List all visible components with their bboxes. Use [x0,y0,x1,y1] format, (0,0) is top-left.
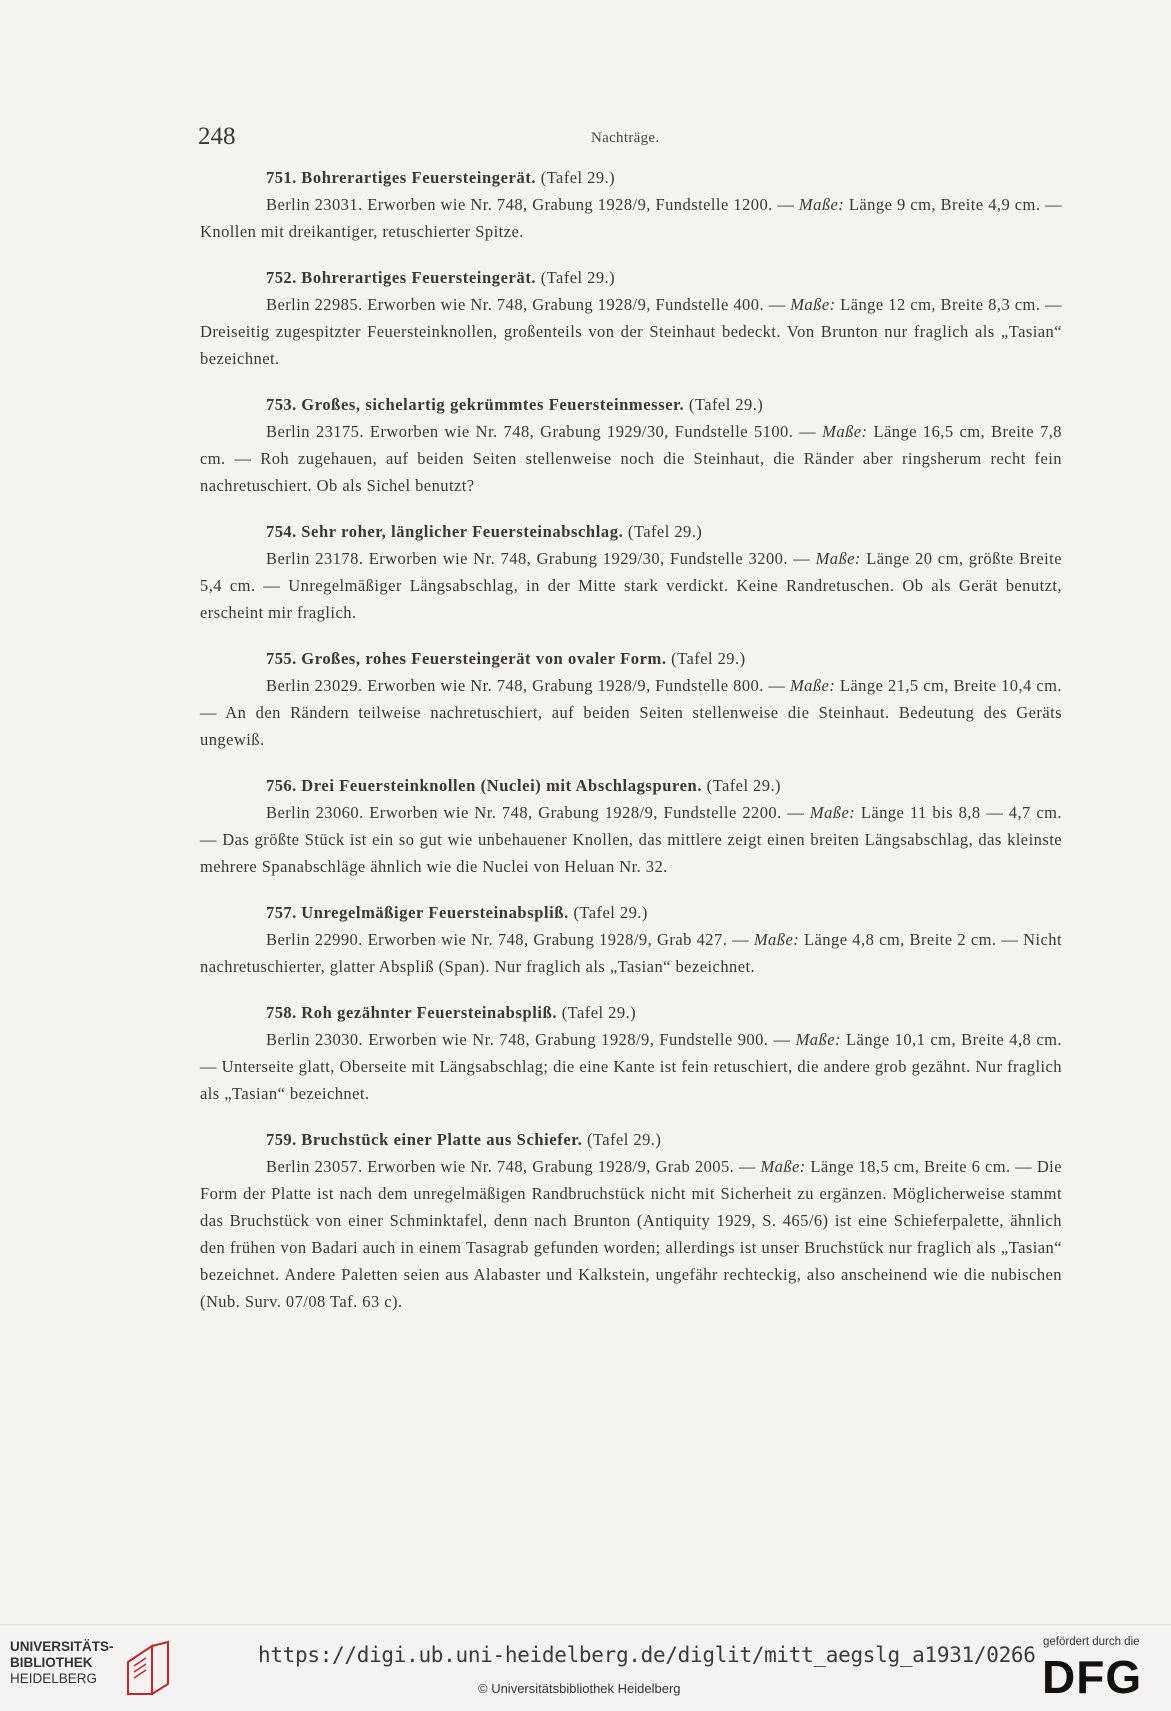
entry-number: 751. [266,168,297,187]
entry-masse-label: Maße: [809,803,856,822]
entry-body-post: Länge 18,5 cm, Breite 6 cm. — Die Form der Platte ist nach dem unregelmäßigen Randbruchstück nicht mit Sicherheit zu ergänzen. Möglicherweise stammt das Bruchstück von einer Schminktafel, denn nach Brunton (Antiquity 1929, S. 465/6) ist eine Schieferpalette, ähnlich den frühen von Badari auch in einem Tasagrab gefunden worden; allerdings ist unser Bruchstück nur fraglich als „Tasian“ bezeichnet. Andere Paletten seien aus Alabaster und Kalkstein, ungefähr rechteckig, also anscheinend wie die nubischen (Nub. Surv. 07/08 Taf. 63 c). [200,1157,1062,1311]
entry-body-post: Länge 21,5 cm, Breite 10,4 cm. — An den Rändern teilweise nachretuschiert, auf beiden Seiten stellenweise die Steinhaut. Bedeutung des Geräts ungewiß. [200,676,1062,749]
ub-mark-icon [118,1640,174,1700]
dfg-logo[interactable]: DFG [1042,1651,1143,1703]
catalogue-entry [200,518,1062,626]
entry-body-post: Länge 16,5 cm, Breite 7,8 cm. — Roh zugehauen, auf beiden Seiten stellenweise noch die Steinhaut, die Ränder aber ringsherum recht fein nachretuschiert. Ob als Sichel benutzt? [200,422,1062,495]
entry-number: 754. [266,522,297,541]
entry-body-post: Länge 9 cm, Breite 4,9 cm. — Knollen mit dreikantiger, retuschierter Spitze. [200,195,1062,241]
entry-plate: (Tafel 29.) [627,522,703,541]
entry-body-pre: Berlin 23030. Erworben wie Nr. 748, Grabung 1928/9, Fundstelle 900. — [266,1030,796,1049]
catalogue-entry [200,899,1062,980]
entry-plate: (Tafel 29.) [671,649,746,668]
entry-number: 759. [266,1130,297,1149]
entry-masse-label: Maße: [795,1030,841,1049]
entry-masse-label: Maße: [789,676,836,695]
ub-line-1: UNIVERSITÄTS- [10,1639,114,1654]
entry-title: Bruchstück einer Platte aus Schiefer. [301,1130,583,1149]
entry-body [200,191,1062,245]
entry-masse-label: Maße: [790,295,836,314]
catalogue-entries [200,164,1062,1334]
entry-body [200,545,1062,626]
entry-plate: (Tafel 29.) [540,268,616,287]
entry-body-pre: Berlin 22990. Erworben wie Nr. 748, Grabung 1928/9, Grab 427. — [266,930,754,949]
entry-title: Unregelmäßiger Feuersteinabspliß. [301,903,569,922]
entry-body-post: Länge 11 bis 8,8 — 4,7 cm. — Das größte Stück ist ein so gut wie unbehauener Knollen, das mittlere zeigt einen breiten Längsabschlag, das kleinste mehrere Spanabschläge ähnlich wie die Nuclei von Heluan Nr. 32. [200,803,1062,876]
entry-heading [200,264,1062,291]
entry-heading [200,999,1062,1026]
page-number: 248 [198,123,236,150]
entry-plate: (Tafel 29.) [540,168,616,187]
entry-body [200,418,1062,499]
ub-heidelberg-logo[interactable] [10,1639,230,1701]
entry-body [200,672,1062,753]
entry-number: 757. [266,903,297,922]
entry-heading [200,899,1062,926]
entry-body [200,1026,1062,1107]
entry-body [200,799,1062,880]
entry-title: Großes, sichelartig gekrümmtes Feuersteinmesser. [301,395,685,414]
entry-masse-label: Maße: [822,422,868,441]
running-head: Nachträge. [591,130,660,146]
entry-masse-label: Maße: [815,549,861,568]
catalogue-entry [200,264,1062,372]
entry-number: 756. [266,776,297,795]
entry-heading [200,518,1062,545]
entry-title: Roh gezähnter Feuersteinabspliß. [301,1003,558,1022]
entry-number: 752. [266,268,297,287]
permalink-url[interactable]: https://digi.ub.uni-heidelberg.de/diglit/mitt_aegslg_a1931/0266 [258,1643,1036,1667]
entry-title: Bohrerartiges Feuersteingerät. [301,268,537,287]
entry-number: 758. [266,1003,297,1022]
entry-heading [200,1126,1062,1153]
entry-plate: (Tafel 29.) [688,395,764,414]
entry-body-pre: Berlin 23029. Erworben wie Nr. 748, Grabung 1928/9, Fundstelle 800. — [266,676,790,695]
entry-body-pre: Berlin 22985. Erworben wie Nr. 748, Grabung 1928/9, Fundstelle 400. — [266,295,791,314]
entry-plate: (Tafel 29.) [561,1003,637,1022]
entry-heading [200,772,1062,799]
entry-body-pre: Berlin 23175. Erworben wie Nr. 748, Grabung 1929/30, Fundstelle 5100. — [266,422,823,441]
entry-title: Sehr roher, länglicher Feuersteinabschlag. [301,522,624,541]
entry-plate: (Tafel 29.) [706,776,781,795]
ub-logo-text [10,1639,114,1687]
entry-body-pre: Berlin 23060. Erworben wie Nr. 748, Grabung 1928/9, Fundstelle 2200. — [266,803,810,822]
entry-body-post: Länge 12 cm, Breite 8,3 cm. — Dreiseitig zugespitzter Feuersteinknollen, großenteils von der Steinhaut bedeckt. Von Brunton nur fraglich als „Tasian“ bezeichnet. [200,295,1062,368]
entry-number: 753. [266,395,297,414]
entry-body [200,1153,1062,1315]
entry-body-post: Länge 4,8 cm, Breite 2 cm. — Nicht nachretuschierter, glatter Abspliß (Span). Nur fraglich als „Tasian“ bezeichnet. [200,930,1062,976]
catalogue-entry [200,1126,1062,1315]
catalogue-entry [200,164,1062,245]
catalogue-entry [200,999,1062,1107]
entry-body [200,291,1062,372]
entry-body-post: Länge 10,1 cm, Breite 4,8 cm. — Unterseite glatt, Oberseite mit Längsabschlag; die eine Kante ist fein retuschiert, die andere grob gezähnt. Nur fraglich als „Tasian“ bezeichnet. [200,1030,1062,1103]
entry-masse-label: Maße: [753,930,800,949]
entry-masse-label: Maße: [798,195,845,214]
ub-line-2: BIBLIOTHEK [10,1655,93,1670]
entry-masse-label: Maße: [760,1157,806,1176]
copyright-notice: © Universitätsbibliothek Heidelberg [478,1681,681,1696]
catalogue-entry [200,645,1062,753]
entry-body-pre: Berlin 23178. Erworben wie Nr. 748, Grabung 1929/30, Fundstelle 3200. — [266,549,816,568]
catalogue-entry [200,391,1062,499]
entry-body-pre: Berlin 23057. Erworben wie Nr. 748, Grabung 1928/9, Grab 2005. — [266,1157,761,1176]
entry-body-post: Länge 20 cm, größte Breite 5,4 cm. — Unregelmäßiger Längsabschlag, in der Mitte stark verdickt. Keine Randretuschen. Ob als Gerät benutzt, erscheint mir fraglich. [200,549,1062,622]
entry-heading [200,391,1062,418]
entry-plate: (Tafel 29.) [586,1130,662,1149]
funding-caption: gefördert durch die [1043,1636,1140,1648]
catalogue-entry [200,772,1062,880]
entry-title: Drei Feuersteinknollen (Nuclei) mit Abschlagspuren. [301,776,703,795]
entry-body [200,926,1062,980]
entry-heading [200,645,1062,672]
ub-line-3: HEIDELBERG [10,1671,98,1686]
entry-title: Bohrerartiges Feuersteingerät. [301,168,537,187]
entry-number: 755. [266,649,297,668]
entry-body-pre: Berlin 23031. Erworben wie Nr. 748, Grabung 1928/9, Fundstelle 1200. — [266,195,799,214]
entry-heading [200,164,1062,191]
entry-plate: (Tafel 29.) [573,903,648,922]
entry-title: Großes, rohes Feuersteingerät von ovaler Form. [301,649,667,668]
